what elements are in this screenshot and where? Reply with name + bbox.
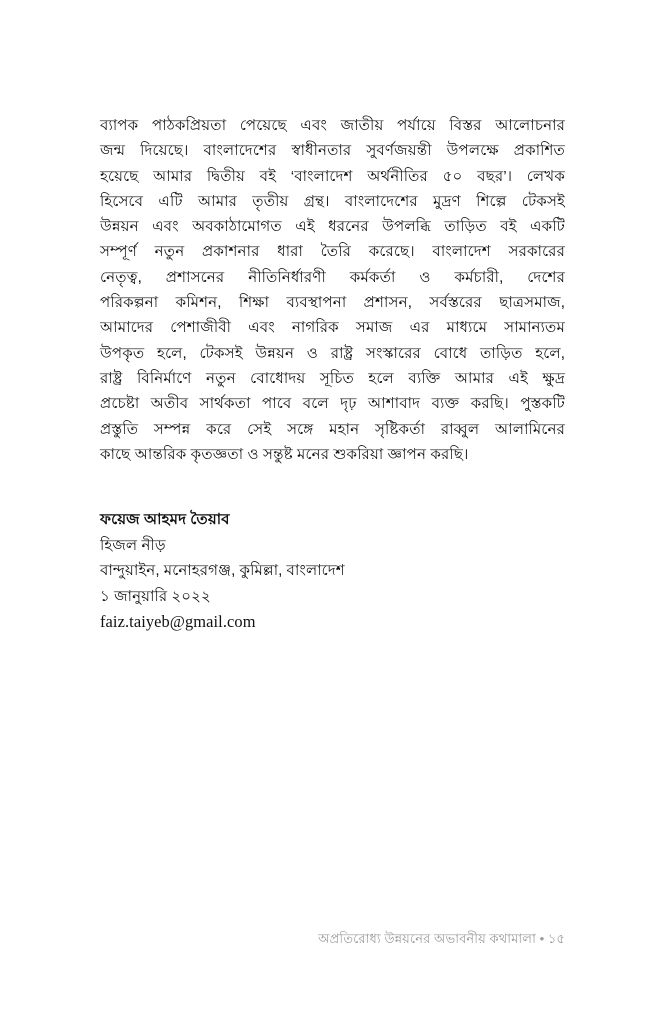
- body-line: হয়েছে আমার দ্বিতীয় বই ‘বাংলাদেশ অর্থনীতির ৫০ বছর’। লেখক: [100, 167, 565, 185]
- body-line: কাছে আন্তরিক কৃতজ্ঞতা ও সন্তুষ্ট মনের শুকরিয়া জ্ঞাপন করছি।: [100, 445, 469, 463]
- body-line: হিসেবে এটি আমার তৃতীয় গ্রন্থ। বাংলাদেশের মুদ্রণ শিল্পে টেকসই: [100, 192, 565, 210]
- page-footer: [0, 930, 565, 948]
- author-name: ফয়েজ আহমদ তৈয়াব: [100, 511, 230, 528]
- body-line: উপকৃত হলে, টেকসই উন্নয়ন ও রাষ্ট্র সংস্কারের বোধে তাড়িত হলে,: [100, 344, 565, 362]
- body-line: সম্পূর্ণ নতুন প্রকাশনার ধারা তৈরি করেছে। বাংলাদেশ সরকারের: [100, 243, 565, 261]
- body-line: ব্যাপক পাঠকপ্রিয়তা পেয়েছে এবং জাতীয় পর্যায়ে বিস্তর আলোচনার: [100, 117, 565, 134]
- body-line: পরিকল্পনা কমিশন, শিক্ষা ব্যবস্থাপনা প্রশাসন, সর্বস্তরের ছাত্রসমাজ,: [100, 294, 565, 312]
- author-residence: হিজল নীড়: [100, 536, 166, 554]
- footer-book-title: অপ্রতিরোধ্য উন্নয়নের অভাবনীয় কথামালা: [318, 931, 536, 946]
- author-date: ১ জানুয়ারি ২০২২: [100, 587, 211, 605]
- footer-separator-dot: •: [539, 931, 545, 946]
- footer-page-number: ১৫: [547, 931, 565, 946]
- body-line: জন্ম দিয়েছে। বাংলাদেশের স্বাধীনতার সুবর্ণজয়ন্তী উপলক্ষে প্রকাশিত: [100, 142, 565, 160]
- body-line: আমাদের পেশাজীবী এবং নাগরিক সমাজ এর মাধ্যমে সামান্যতম: [100, 319, 565, 337]
- signature-block: [100, 507, 520, 635]
- author-email: faiz.taiyeb@gmail.com: [100, 612, 256, 632]
- author-address: বান্দুয়াইন, মনোহরগঞ্জ, কুমিল্লা, বাংলাদেশ: [100, 562, 345, 580]
- body-line: উন্নয়ন এবং অবকাঠামোগত এই ধরনের উপলব্ধি তাড়িত বই একটি: [100, 218, 565, 236]
- body-line: প্রস্তুতি সম্পন্ন করে সেই সঙ্গে মহান সৃষ্টিকর্তা রাব্বুল আলামিনের: [100, 420, 565, 438]
- paragraph-block: [100, 113, 565, 467]
- body-line: নেতৃত্ব, প্রশাসনের নীতিনির্ধারণী কর্মকর্তা ও কর্মচারী, দেশের: [100, 268, 565, 286]
- body-paragraph: [100, 113, 565, 467]
- body-line: প্রচেষ্টা অতীব সার্থকতা পাবে বলে দৃঢ় আশাবাদ ব্যক্ত করছি। পুস্তকটি: [100, 395, 565, 413]
- body-line: রাষ্ট্র বিনির্মাণে নতুন বোধোদয় সূচিত হলে ব্যক্তি আমার এই ক্ষুদ্র: [100, 369, 565, 387]
